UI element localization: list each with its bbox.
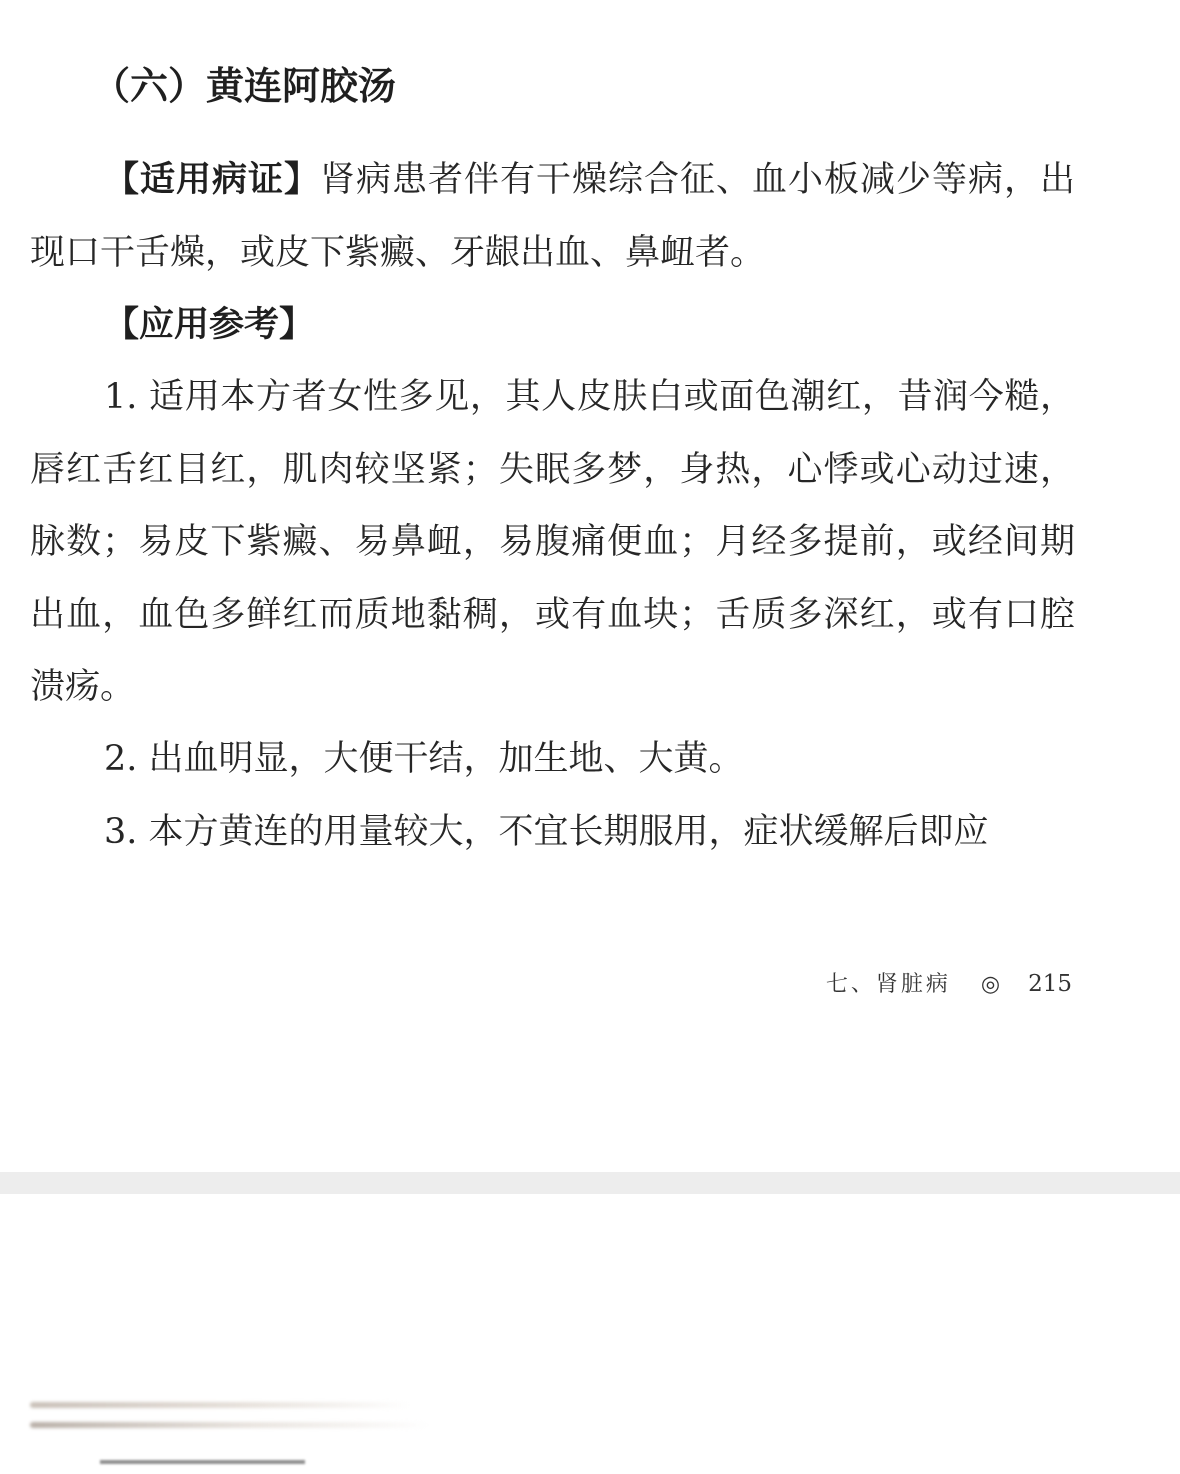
page-divider <box>0 1172 1180 1194</box>
footer-chapter: 七、肾脏病 <box>825 972 951 997</box>
indication-label: 【适用病证】 <box>104 160 320 200</box>
reference-label: 【应用参考】 <box>104 305 315 345</box>
reference-item-2: 2. 出血明显，大便干结，加生地、大黄。 <box>104 739 744 779</box>
next-page-preview <box>0 1194 1180 1474</box>
blurred-text-line <box>30 1402 410 1408</box>
reference-heading <box>30 289 1075 362</box>
indication-text: 肾病患者伴有干燥综合征、血小板减少等病，出现口干舌燥，或皮下紫癜、牙龈出血、鼻衄者。 <box>30 160 1075 273</box>
blurred-text-line <box>30 1422 430 1428</box>
page-number: 215 <box>1028 971 1072 997</box>
section-heading: （六）黄连阿胶汤 <box>92 64 397 108</box>
blurred-heading-fragment <box>100 1460 305 1474</box>
reference-item-1: 1. 适用本方者女性多见，其人皮肤白或面色潮红，昔润今糙，唇红舌红目红，肌肉较坚紧；失眠多梦，身热，心悸或心动过速，脉数；易皮下紫癜、易鼻衄，易腹痛便血；月经多提前，或经间期出血，血色多鲜红而质地黏稠，或有血块；舌质多深红，或有口腔溃疡。 <box>30 377 1075 707</box>
indication-paragraph <box>30 144 1075 289</box>
footer-separator-icon: ◎ <box>980 972 1001 997</box>
reference-item-3: 3. 本方黄连的用量较大，不宜长期服用，症状缓解后即应 <box>104 812 989 852</box>
page-footer <box>826 966 1072 1003</box>
